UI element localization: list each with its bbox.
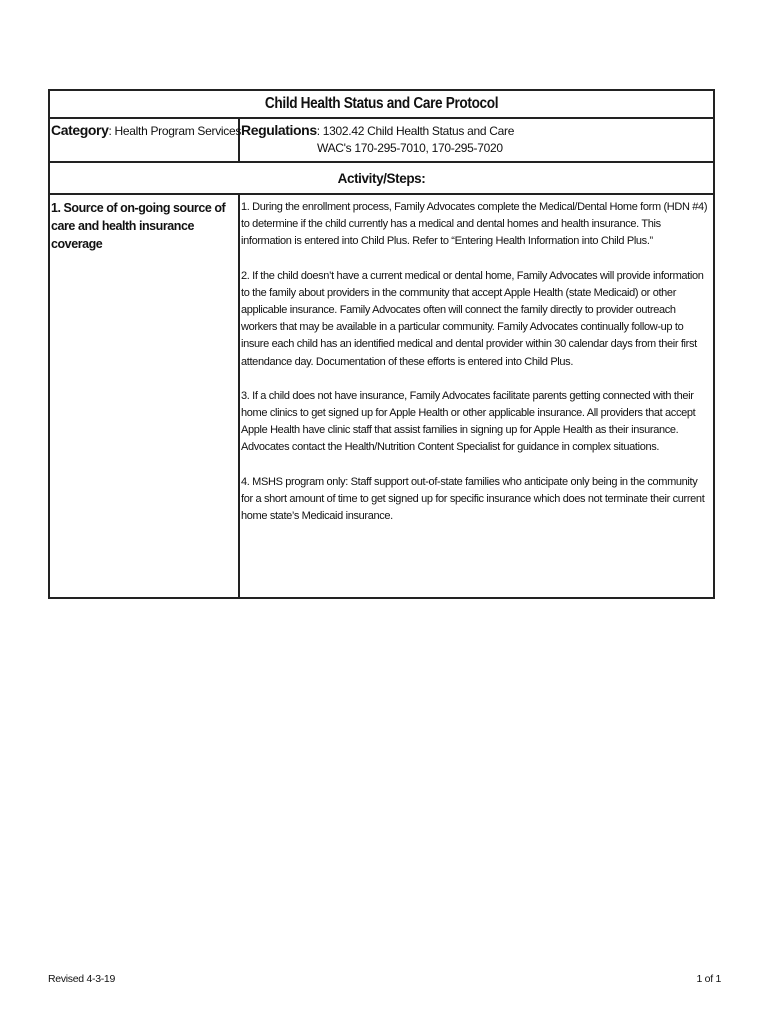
regulations-value: : 1302.42 Child Health Status and Care bbox=[316, 124, 515, 138]
document-title: Child Health Status and Care Protocol bbox=[264, 95, 499, 112]
regulations-label: Regulations bbox=[241, 122, 317, 138]
step-paragraph: 3. If a child does not have insurance, Family Advocates facilitate parents getting connected with their home clinics to get signed up for Apple Health or other applicable insurance. All providers that accept Apple Health have clinic staff that assist families in signing up for Apple Health as their insurance. Advocates contact the Health/Nutrition Content Specialist for guidance in complex situations. bbox=[241, 389, 696, 454]
category-label: Category bbox=[51, 122, 109, 138]
category-value: : Health Program Services bbox=[108, 124, 242, 138]
category-cell bbox=[50, 119, 240, 161]
regulations-cell bbox=[240, 119, 713, 164]
step-paragraph: 1. During the enrollment process, Family Advocates complete the Medical/Dental Home form (HDN #4) to determine if the child currently has a medical and dental homes and health insurance. This information is entered into Child Plus. Refer to “Entering Health Information into Child Plus.” bbox=[241, 201, 708, 248]
step-details bbox=[240, 195, 713, 597]
wac-references: WAC's 170-295-7010, 170-295-7020 bbox=[317, 141, 503, 155]
page-number: 1 of 1 bbox=[696, 973, 721, 985]
activity-heading-row bbox=[50, 163, 713, 195]
title-row bbox=[50, 91, 713, 119]
activity-heading: Activity/Steps: bbox=[337, 170, 426, 186]
meta-row bbox=[50, 119, 713, 163]
step-title: 1. Source of on-going source of care and health insurance coverage bbox=[50, 195, 240, 597]
steps-row bbox=[50, 195, 713, 597]
step-paragraph: 4. MSHS program only: Staff support out-of-state families who anticipate only being in the community for a short amount of time to get signed up for specific insurance which does not terminate their current home state’s Medicaid insurance. bbox=[241, 475, 705, 523]
step-paragraph: 2. If the child doesn’t have a current medical or dental home, Family Advocates will provide information to the family about providers in the community that accept Apple Health (state Medicaid) or other applicable insurance. Family Advocates often will connect the family directly to provider outreach workers that may be available in a particular community. Family Advocates continually follow-up to insure each child has an identified medical and dental provider within 30 calendar days from their first attendance day. Documentation of these efforts is entered into Child Plus. bbox=[241, 269, 704, 368]
protocol-table bbox=[48, 89, 715, 599]
revised-date: Revised 4-3-19 bbox=[48, 973, 116, 985]
